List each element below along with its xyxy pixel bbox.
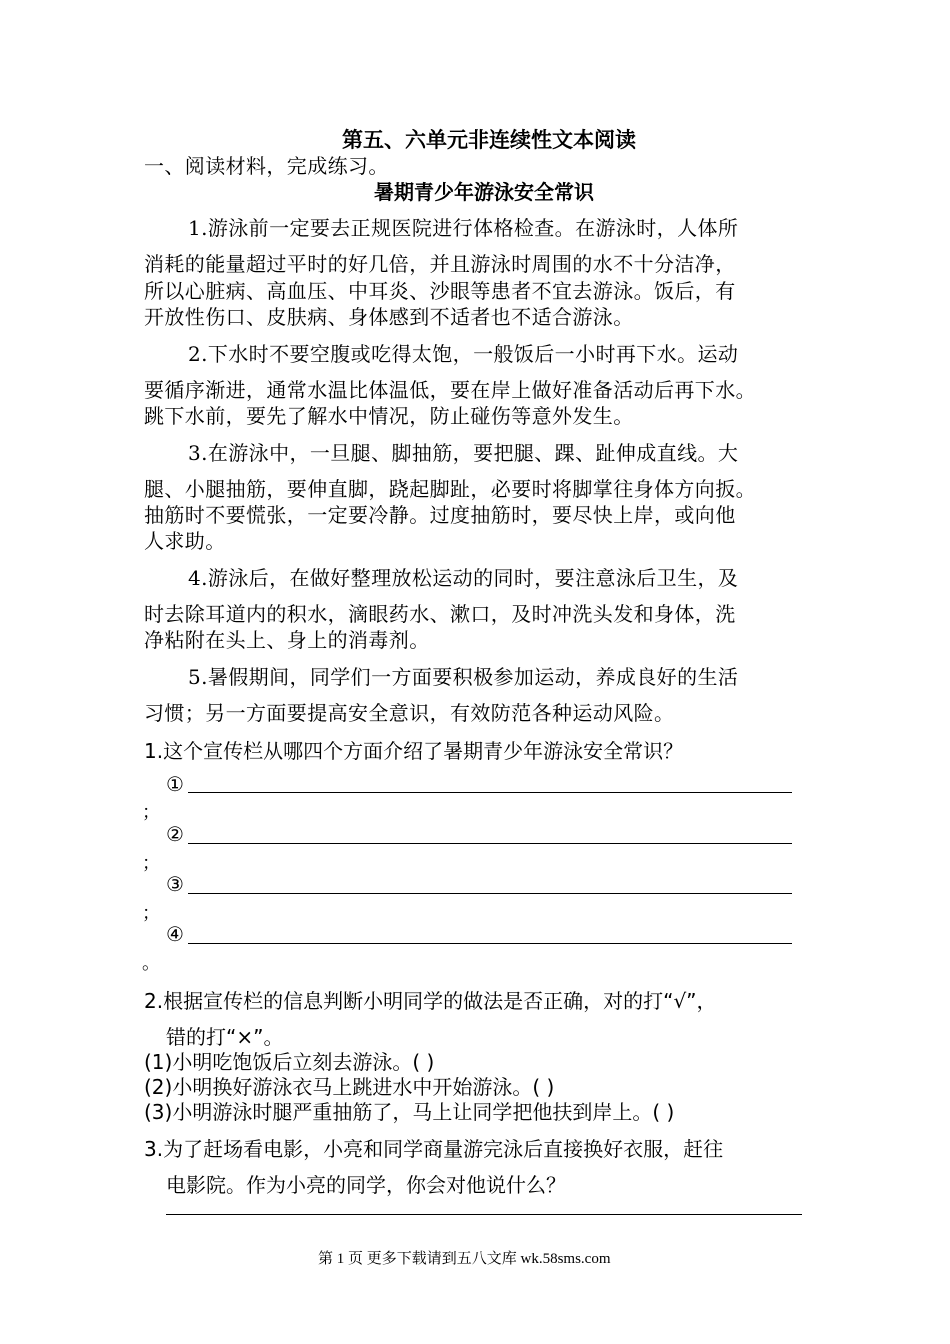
q3-answer-line[interactable] [166,1214,802,1215]
paragraph-4-line-2: 时去除耳道内的积水，滴眼药水、漱口，及时冲洗头发和身体，洗 [144,602,736,626]
paragraph-4-line-3: 净粘附在头上、身上的消毒剂。 [144,628,430,652]
q1-marker-4: ④ [166,922,185,946]
q1-answer-line-3[interactable] [188,893,792,894]
question-2-line-2: 错的打“×”。 [166,1025,284,1049]
q1-answer-line-1[interactable] [188,792,792,793]
q1-separator-2: ； [142,853,160,874]
q1-separator-3: ； [142,903,160,924]
paragraph-1-line-4: 开放性伤口、皮肤病、身体感到不适者也不适合游泳。 [144,305,634,329]
section-heading: 一、阅读材料，完成练习。 [144,154,389,178]
page-footer: 第 1 页 更多下载请到五八文库 wk.58sms.com [318,1251,611,1267]
paragraph-3-line-2: 腿、小腿抽筋，要伸直脚，跷起脚趾，必要时将脚掌往身体方向扳。 [144,477,756,501]
paragraph-3-line-4: 人求助。 [144,529,226,553]
question-2-line-1: 2.根据宣传栏的信息判断小明同学的做法是否正确，对的打“√”， [144,989,717,1013]
article-title: 暑期青少年游泳安全常识 [374,180,594,204]
paragraph-3-line-1: 3.在游泳中，一旦腿、脚抽筋，要把腿、踝、趾伸成直线。大 [188,441,739,465]
paragraph-5-line-1: 5.暑假期间，同学们一方面要积极参加运动，养成良好的生活 [188,665,739,689]
q1-separator-1: ； [142,802,160,823]
paragraph-3-line-3: 抽筋时不要慌张，一定要冷静。过度抽筋时，要尽快上岸，或向他 [144,503,736,527]
page-title: 第五、六单元非连续性文本阅读 [342,128,636,152]
q2-item-1[interactable]: (1)小明吃饱饭后立刻去游泳。( ) [144,1050,435,1074]
q2-item-2[interactable]: (2)小明换好游泳衣马上跳进水中开始游泳。( ) [144,1075,555,1099]
q1-answer-line-2[interactable] [188,843,792,844]
q1-marker-3: ③ [166,872,185,896]
paragraph-4-line-1: 4.游泳后，在做好整理放松运动的同时，要注意泳后卫生，及 [188,566,739,590]
paragraph-2-line-1: 2.下水时不要空腹或吃得太饱，一般饭后一小时再下水。运动 [188,342,739,366]
q1-marker-2: ② [166,822,185,846]
q1-separator-4: 。 [142,953,160,974]
question-3-line-2: 电影院。作为小亮的同学，你会对他说什么？ [166,1173,566,1197]
question-1: 1.这个宣传栏从哪四个方面介绍了暑期青少年游泳安全常识？ [144,739,684,763]
paragraph-5-line-2: 习惯；另一方面要提高安全意识，有效防范各种运动风险。 [144,701,675,725]
paragraph-1-line-2: 消耗的能量超过平时的好几倍，并且游泳时周围的水不十分洁净， [144,252,736,276]
q1-marker-1: ① [166,772,185,796]
q1-answer-line-4[interactable] [188,943,792,944]
paragraph-1-line-3: 所以心脏病、高血压、中耳炎、沙眼等患者不宜去游泳。饭后，有 [144,279,736,303]
question-3-line-1: 3.为了赶场看电影，小亮和同学商量游完泳后直接换好衣服，赶往 [144,1137,724,1161]
q2-item-3[interactable]: (3)小明游泳时腿严重抽筋了，马上让同学把他扶到岸上。( ) [144,1100,675,1124]
paragraph-2-line-3: 跳下水前，要先了解水中情况，防止碰伤等意外发生。 [144,404,634,428]
paragraph-2-line-2: 要循序渐进，通常水温比体温低，要在岸上做好准备活动后再下水。 [144,378,756,402]
paragraph-1-line-1: 1.游泳前一定要去正规医院进行体格检查。在游泳时，人体所 [188,216,739,240]
